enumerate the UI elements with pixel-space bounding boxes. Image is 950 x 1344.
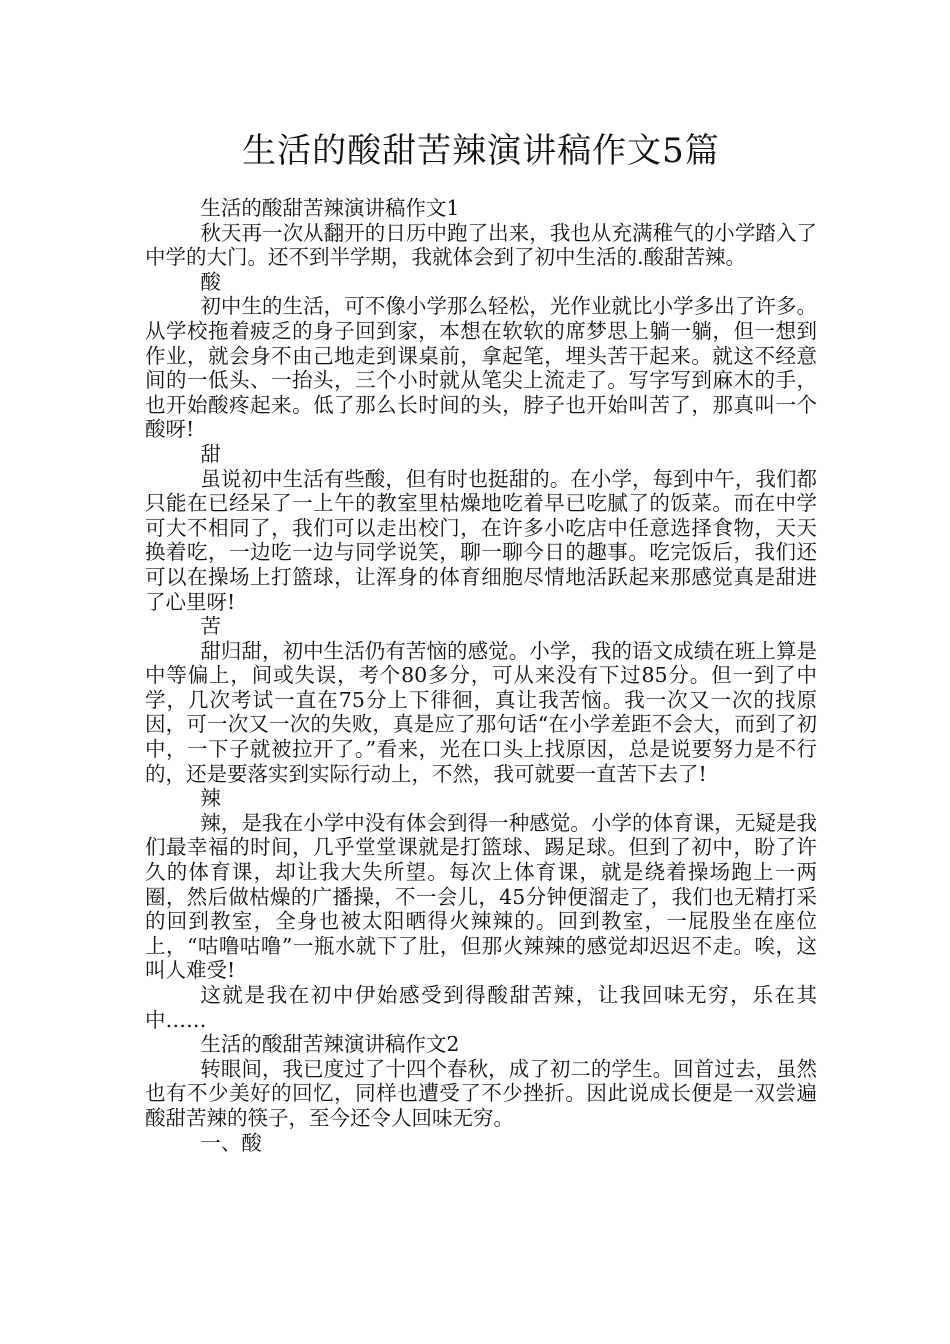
- section-label: 甜: [200, 441, 221, 466]
- section-label: 辣: [200, 786, 221, 811]
- paragraph: 秋天再一次从翻开的日历中跑了出来，我也从充满稚气的小学踏入了中学的大门。还不到半学期，我就体会到了初中生活的.酸甜苦辣。: [145, 220, 817, 270]
- section-label: 苦: [200, 614, 221, 639]
- paragraph: 这就是我在初中伊始感受到得酸甜苦辣，让我回味无穷，乐在其中……: [145, 983, 817, 1032]
- subheading: 生活的酸甜苦辣演讲稿作文2: [200, 1032, 460, 1057]
- paragraph: 转眼间，我已度过了十四个春秋，成了初二的学生。回首过去，虽然也有不少美好的回忆，同样也遭受了不少挫折。因此说成长便是一双尝遍酸甜苦辣的筷子，至今还令人回味无穷。: [145, 1056, 817, 1130]
- paragraph: 初中生的生活，可不像小学那么轻松，光作业就比小学多出了许多。从学校拖着疲乏的身子回到家，本想在软软的席梦思上躺一躺，但一想到作业，就会身不由己地走到课桌前，拿起笔，埋头苦干起来。就这不经意间的一低头、一抬头，三个小时就从笔尖上流走了。写字写到麻木的手，也开始酸疼起来。低了那么长时间的头，脖子也开始叫苦了，那真叫一个酸呀!: [145, 294, 817, 442]
- paragraph: 甜归甜，初中生活仍有苦恼的感觉。小学，我的语文成绩在班上算是中等偏上，间或失误，考个80多分，可从来没有下过85分。但一到了中学，几次考试一直在75分上下徘徊，真让我苦恼。我一次又一次的找原因，可一次又一次的失败，真是应了那句话“在小学差距不会大，而到了初中，一下子就被拉开了。”看来，光在口头上找原因，总是说要努力是不行的，还是要落实到实际行动上，不然，我可就要一直苦下去了!: [145, 638, 817, 786]
- subheading: 生活的酸甜苦辣演讲稿作文1: [200, 196, 460, 220]
- document-title: 生活的酸甜苦辣演讲稿作文5篇: [242, 131, 720, 171]
- paragraph: 虽说初中生活有些酸，但有时也挺甜的。在小学，每到中午，我们都只能在已经呆了一上午的教室里枯燥地吃着早已吃腻了的饭菜。而在中学可大不相同了，我们可以走出校门，在许多小吃店中任意选择食物，天天换着吃，一边吃一边与同学说笑，聊一聊今日的趣事。吃完饭后，我们还可以在操场上打篮球，让浑身的体育细胞尽情地活跃起来那感觉真是甜进了心里呀!: [145, 466, 817, 614]
- document-page: [145, 126, 817, 1155]
- paragraph: 辣，是我在小学中没有体会到得一种感觉。小学的体育课，无疑是我们最幸福的时间，几乎堂堂课就是打篮球、踢足球。但到了初中，盼了许久的体育课，却让我大失所望。每次上体育课，就是绕着操场跑上一两圈，然后做枯燥的广播操，不一会儿，45分钟便溜走了，我们也无精打采的回到教室，全身也被太阳晒得火辣辣的。回到教室，一屁股坐在座位上，“咕噜咕噜”一瓶水就下了肚，但那火辣辣的感觉却迟迟不走。唉，这叫人难受!: [145, 810, 817, 983]
- section-label: 酸: [200, 269, 221, 294]
- section-label: 一、酸: [200, 1130, 262, 1155]
